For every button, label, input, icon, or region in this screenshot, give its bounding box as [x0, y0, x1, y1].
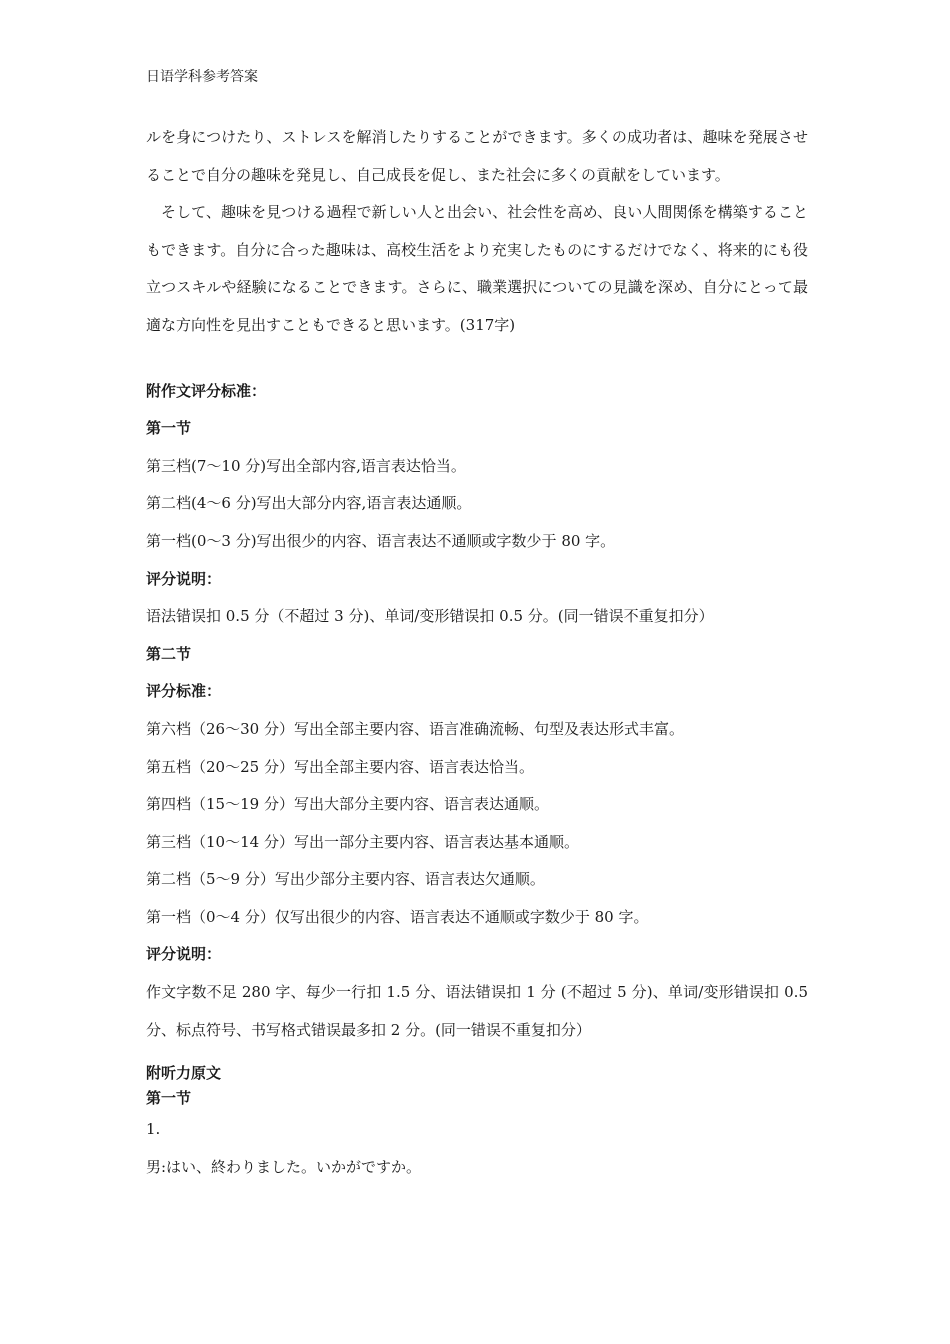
- section2-level-1: 第一档（0～4 分）仅写出很少的内容、语言表达不通顺或字数少于 80 字。: [146, 907, 649, 926]
- section2-level-2: 第二档（5～9 分）写出少部分主要内容、语言表达欠通顺。: [146, 870, 545, 889]
- essay-paragraph-1: ルを身につけたり、ストレスを解消したりすることができます。多くの成功者は、趣味を発展させることで自分の趣味を発見し、自己成長を促し、また社会に多くの貢献をしています。: [146, 128, 808, 184]
- section2-heading: 第二节: [146, 644, 192, 663]
- section2-level-4: 第四档（15～19 分）写出大部分主要内容、语言表达通顺。: [146, 795, 549, 814]
- section1-heading: 第一节: [146, 419, 192, 438]
- section2-notes: 作文字数不足 280 字、每少一行扣 1.5 分、语法错误扣 1 分 (不超过 5 分)、单词/变形错误扣 0.5 分、标点符号、书写格式错误最多扣 2 分。(同一错误不重复扣分）: [146, 983, 808, 1039]
- listening-line-1: 男:はい、終わりました。いかがですか。: [146, 1157, 422, 1176]
- listening-section-heading: 第一节: [146, 1089, 192, 1108]
- listening-item-number: 1.: [146, 1120, 161, 1139]
- section1-notes: 语法错误扣 0.5 分（不超过 3 分)、单词/变形错误扣 0.5 分。(同一错误不重复扣分）: [146, 607, 714, 626]
- section1-level-1: 第一档(0～3 分)写出很少的内容、语言表达不通顺或字数少于 80 字。: [146, 531, 616, 550]
- section2-criteria-heading: 评分标准：: [146, 682, 222, 701]
- essay-paragraph-2: そして、趣味を見つける過程で新しい人と出会い、社会性を高め、良い人間関係を構築することもできます。自分に合った趣味は、高校生活をより充実したものにするだけでなく、将来的にも役立つスキルや経験になることできます。さらに、職業選択についての見識を深め、自分にとって最適な方向性を見出すこともできると思います。(317字): [146, 203, 808, 334]
- section2-notes-heading: 评分说明：: [146, 945, 222, 964]
- section2-level-3: 第三档（10～14 分）写出一部分主要内容、语言表达基本通顺。: [146, 832, 579, 851]
- section1-notes-heading: 评分说明：: [146, 569, 222, 588]
- section1-level-3: 第三档(7～10 分)写出全部内容,语言表达恰当。: [146, 456, 466, 475]
- page-header: 日语学科参考答案: [146, 69, 258, 85]
- section2-level-5: 第五档（20～25 分）写出全部主要内容、语言表达恰当。: [146, 757, 534, 776]
- section1-level-2: 第二档(4～6 分)写出大部分内容,语言表达通顺。: [146, 494, 472, 513]
- section2-level-6: 第六档（26～30 分）写出全部主要内容、语言准确流畅、句型及表达形式丰富。: [146, 719, 684, 738]
- scoring-title: 附作文评分标准：: [146, 381, 267, 400]
- listening-title: 附听力原文: [146, 1064, 222, 1083]
- document-body: [146, 119, 808, 1186]
